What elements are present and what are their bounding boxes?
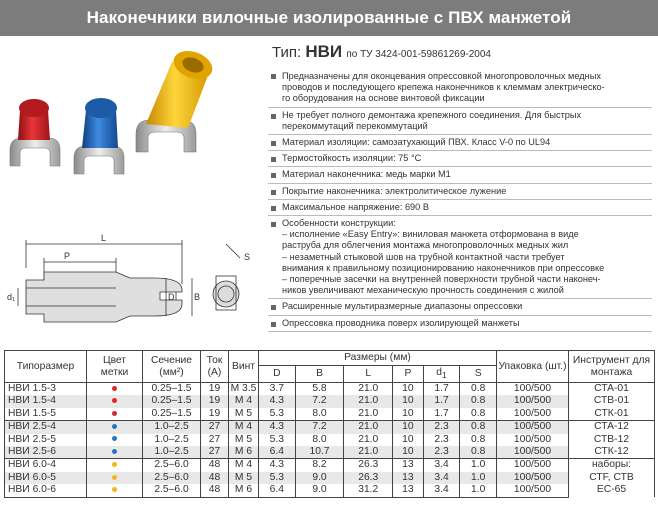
cell-P: 10 xyxy=(393,395,424,407)
table-row xyxy=(5,472,655,484)
tool-name: СТF, СТВ xyxy=(589,471,634,483)
cell-P: 10 xyxy=(393,434,424,446)
spec-table-body xyxy=(5,383,655,498)
col-type: Типоразмер xyxy=(5,351,87,383)
cell-pack: 100/500 xyxy=(497,421,569,434)
tool-name: СТВ-01 xyxy=(593,395,630,407)
cell-color xyxy=(87,383,143,396)
bullet-icon xyxy=(271,114,276,119)
type-code: НВИ xyxy=(305,42,343,61)
cell-P: 10 xyxy=(393,383,424,396)
cell-color xyxy=(87,395,143,407)
cell-P: 10 xyxy=(393,446,424,459)
feature-line: Максимальное напряжение: 690 В xyxy=(282,201,429,212)
cell-screw: М 5 xyxy=(229,408,259,421)
type-prefix: Тип: xyxy=(272,44,302,61)
cell-pack: 100/500 xyxy=(497,472,569,484)
cell-d1: 2.3 xyxy=(423,421,460,434)
cell-B: 7.2 xyxy=(295,421,344,434)
cell-D: 5.3 xyxy=(259,408,296,421)
feature-line: Термостойкость изоляции: 75 °С xyxy=(282,153,422,164)
feature-line: – незаметный стыковой шов на трубной контактной части требует xyxy=(282,251,565,262)
feature-item xyxy=(268,184,652,200)
feature-item xyxy=(268,216,652,299)
cell-section: 1.0–2.5 xyxy=(143,446,201,459)
feature-line: Материал наконечника: медь марки М1 xyxy=(282,169,451,180)
cell-section: 2.5–6.0 xyxy=(143,472,201,484)
col-D: D xyxy=(259,366,296,383)
cell-B: 8.0 xyxy=(295,408,344,421)
cell-L: 26.3 xyxy=(344,459,393,472)
tool-name: СТВ-12 xyxy=(593,433,630,445)
cell-B: 10.7 xyxy=(295,446,344,459)
type-line xyxy=(272,42,491,62)
cell-color xyxy=(87,484,143,497)
cell-color xyxy=(87,434,143,446)
cell-S: 1.0 xyxy=(460,484,497,497)
col-screw: Винт xyxy=(229,351,259,383)
cell-type: НВИ 2.5-4 xyxy=(5,421,87,434)
feature-line: Покрытие наконечника: электролитическое лужение xyxy=(282,185,507,196)
cell-type: НВИ 6.0-6 xyxy=(5,484,87,497)
cell-tool xyxy=(569,421,655,459)
cell-section: 1.0–2.5 xyxy=(143,421,201,434)
feature-item xyxy=(268,316,652,332)
tool-name: СТК-01 xyxy=(594,407,629,419)
cell-current: 48 xyxy=(201,484,229,497)
cell-L: 31.2 xyxy=(344,484,393,497)
yellow-terminal xyxy=(136,46,216,152)
cell-B: 8.2 xyxy=(295,459,344,472)
bullet-icon xyxy=(271,222,276,227)
feature-item xyxy=(268,200,652,216)
cell-P: 10 xyxy=(393,408,424,421)
table-row xyxy=(5,459,655,472)
cell-current: 19 xyxy=(201,395,229,407)
cell-d1: 1.7 xyxy=(423,395,460,407)
feature-text xyxy=(282,153,652,164)
cell-color xyxy=(87,446,143,459)
cell-screw: М 5 xyxy=(229,472,259,484)
cell-S: 0.8 xyxy=(460,408,497,421)
label-P: P xyxy=(64,251,71,261)
feature-line: го оборудования на основе винтовой фиксации xyxy=(282,93,485,104)
cell-S: 0.8 xyxy=(460,383,497,396)
cell-pack: 100/500 xyxy=(497,383,569,396)
feature-text xyxy=(282,301,652,312)
feature-line: проводов и последующего крепежа наконечников к клеммам электрическо- xyxy=(282,82,605,93)
col-d1: $d_1$ xyxy=(423,366,460,383)
feature-item xyxy=(268,167,652,183)
cell-section: 0.25–1.5 xyxy=(143,395,201,407)
feature-text xyxy=(282,318,652,329)
tool-name: СТК-12 xyxy=(594,446,629,458)
label-L: L xyxy=(101,233,107,243)
cell-B: 5.8 xyxy=(295,383,344,396)
feature-text xyxy=(282,202,652,213)
col-pack: Упаковка (шт.) xyxy=(497,351,569,383)
color-dot-icon xyxy=(112,462,117,467)
feature-line: внимания к правильному позиционированию наконечников при опрессовке xyxy=(282,262,605,273)
cell-S: 1.0 xyxy=(460,459,497,472)
cell-B: 9.0 xyxy=(295,484,344,497)
color-dot-icon xyxy=(112,436,117,441)
cell-pack: 100/500 xyxy=(497,446,569,459)
cell-B: 8.0 xyxy=(295,434,344,446)
cell-type: НВИ 1.5-5 xyxy=(5,408,87,421)
cell-B: 9.0 xyxy=(295,472,344,484)
table-row xyxy=(5,395,655,407)
cell-screw: М 4 xyxy=(229,421,259,434)
table-row xyxy=(5,421,655,434)
cell-L: 21.0 xyxy=(344,434,393,446)
feature-line: раструба для облегчения монтажа многопроволочных медных жил xyxy=(282,240,569,251)
cell-pack: 100/500 xyxy=(497,459,569,472)
cell-type: НВИ 6.0-4 xyxy=(5,459,87,472)
feature-line: – поперечные засечки на внутренней поверхности трубной части наконеч- xyxy=(282,274,601,285)
cell-section: 1.0–2.5 xyxy=(143,434,201,446)
cell-current: 48 xyxy=(201,472,229,484)
cell-d1: 3.4 xyxy=(423,484,460,497)
type-standard: по ТУ 3424-001-59861269-2004 xyxy=(346,49,491,60)
bullet-icon xyxy=(271,305,276,310)
feature-text xyxy=(282,186,652,197)
color-dot-icon xyxy=(112,487,117,492)
feature-line: Не требует полного демонтажа крепежного соединения. Для быстрых xyxy=(282,109,582,120)
cell-color xyxy=(87,408,143,421)
color-dot-icon xyxy=(112,475,117,480)
cell-d1: 3.4 xyxy=(423,472,460,484)
cell-current: 27 xyxy=(201,421,229,434)
bullet-icon xyxy=(271,74,276,79)
cell-current: 27 xyxy=(201,446,229,459)
tool-name: ЕС-65 xyxy=(596,484,627,496)
table-row xyxy=(5,446,655,459)
cell-current: 48 xyxy=(201,459,229,472)
cell-d1: 1.7 xyxy=(423,383,460,396)
bullet-icon xyxy=(271,190,276,195)
feature-line: перекоммутаций перекоммутаций xyxy=(282,120,428,131)
feature-line: Особенности конструкции: xyxy=(282,218,396,229)
cell-P: 13 xyxy=(393,484,424,497)
cell-D: 5.3 xyxy=(259,472,296,484)
feature-item xyxy=(268,151,652,167)
cell-current: 19 xyxy=(201,383,229,396)
cell-tool xyxy=(569,383,655,421)
col-color: Цвет метки xyxy=(87,351,143,383)
cell-D: 4.3 xyxy=(259,421,296,434)
feature-list xyxy=(268,68,652,332)
cell-D: 4.3 xyxy=(259,395,296,407)
cell-section: 2.5–6.0 xyxy=(143,484,201,497)
feature-item xyxy=(268,108,652,135)
cell-screw: М 4 xyxy=(229,395,259,407)
cell-section: 0.25–1.5 xyxy=(143,408,201,421)
cell-L: 21.0 xyxy=(344,421,393,434)
label-B: B xyxy=(194,292,201,302)
cell-P: 10 xyxy=(393,421,424,434)
table-row xyxy=(5,484,655,497)
col-S: S xyxy=(460,366,497,383)
table-row xyxy=(5,434,655,446)
cell-S: 0.8 xyxy=(460,395,497,407)
table-row xyxy=(5,408,655,421)
col-d1-sub: 1 xyxy=(442,370,447,381)
cell-S: 0.8 xyxy=(460,421,497,434)
cell-screw: М 6 xyxy=(229,484,259,497)
bullet-icon xyxy=(271,157,276,162)
feature-text xyxy=(282,71,652,105)
cell-P: 13 xyxy=(393,459,424,472)
cell-section: 2.5–6.0 xyxy=(143,459,201,472)
feature-line: – исполнение «Easy Entry»: виниловая манжета отформована в виде xyxy=(282,229,579,240)
feature-line: ников увеличивают механическую прочность соединения с жилой xyxy=(282,285,564,296)
cell-L: 21.0 xyxy=(344,383,393,396)
col-section: Сечение (мм²) xyxy=(143,351,201,383)
cell-type: НВИ 6.0-5 xyxy=(5,472,87,484)
label-D: D xyxy=(168,292,175,302)
cell-L: 26.3 xyxy=(344,472,393,484)
cell-pack: 100/500 xyxy=(497,395,569,407)
tool-name: СТА-01 xyxy=(594,383,629,395)
color-dot-icon xyxy=(112,398,117,403)
cell-color xyxy=(87,421,143,434)
product-photo xyxy=(4,40,266,180)
col-current: Ток (А) xyxy=(201,351,229,383)
cell-B: 7.2 xyxy=(295,395,344,407)
spec-table xyxy=(4,350,655,498)
cell-color xyxy=(87,459,143,472)
cell-P: 13 xyxy=(393,472,424,484)
cell-screw: М 4 xyxy=(229,459,259,472)
blue-terminal xyxy=(74,98,124,174)
cell-d1: 3.4 xyxy=(423,459,460,472)
cell-pack: 100/500 xyxy=(497,434,569,446)
color-dot-icon xyxy=(112,386,117,391)
cell-current: 19 xyxy=(201,408,229,421)
cell-L: 21.0 xyxy=(344,446,393,459)
tool-name: СТА-12 xyxy=(594,421,629,433)
cell-color xyxy=(87,472,143,484)
bullet-icon xyxy=(271,206,276,211)
feature-line: Опрессовка проводника поверх изолирующей манжеты xyxy=(282,317,520,328)
tool-name: наборы: xyxy=(591,459,632,471)
cell-section: 0.25–1.5 xyxy=(143,383,201,396)
table-row xyxy=(5,383,655,396)
cell-D: 6.4 xyxy=(259,446,296,459)
cell-pack: 100/500 xyxy=(497,408,569,421)
cell-S: 0.8 xyxy=(460,446,497,459)
label-S: S xyxy=(244,252,251,262)
cell-S: 1.0 xyxy=(460,472,497,484)
cell-D: 5.3 xyxy=(259,434,296,446)
page-title: Наконечники вилочные изолированные с ПВХ манжетой xyxy=(86,8,572,27)
col-B: B xyxy=(295,366,344,383)
feature-item xyxy=(268,135,652,151)
bullet-icon xyxy=(271,173,276,178)
cell-d1: 1.7 xyxy=(423,408,460,421)
bullet-icon xyxy=(271,141,276,146)
feature-item xyxy=(268,299,652,315)
cell-pack: 100/500 xyxy=(497,484,569,497)
cell-type: НВИ 1.5-4 xyxy=(5,395,87,407)
technical-drawing xyxy=(4,228,266,328)
cell-d1: 2.3 xyxy=(423,446,460,459)
bullet-icon xyxy=(271,322,276,327)
cell-screw: М 3.5 xyxy=(229,383,259,396)
feature-text xyxy=(282,110,652,132)
col-L: L xyxy=(344,366,393,383)
cell-type: НВИ 2.5-5 xyxy=(5,434,87,446)
col-P: P xyxy=(393,366,424,383)
feature-line: Расширенные мультиразмерные диапазоны опрессовки xyxy=(282,301,523,312)
color-dot-icon xyxy=(112,411,117,416)
cell-screw: М 5 xyxy=(229,434,259,446)
color-dot-icon xyxy=(112,449,117,454)
col-tool: Инструмент для монтажа xyxy=(569,351,655,383)
col-sizes: Размеры (мм) xyxy=(259,351,497,366)
cell-screw: М 6 xyxy=(229,446,259,459)
cell-D: 6.4 xyxy=(259,484,296,497)
cell-L: 21.0 xyxy=(344,395,393,407)
title-bar xyxy=(0,0,658,36)
cell-S: 0.8 xyxy=(460,434,497,446)
cell-d1: 2.3 xyxy=(423,434,460,446)
cell-tool xyxy=(569,459,655,497)
feature-line: Материал изоляции: самозатухающий ПВХ. Класс V-0 по UL94 xyxy=(282,137,551,148)
cell-type: НВИ 1.5-3 xyxy=(5,383,87,396)
color-dot-icon xyxy=(112,424,117,429)
cell-type: НВИ 2.5-6 xyxy=(5,446,87,459)
cell-D: 3.7 xyxy=(259,383,296,396)
cell-D: 4.3 xyxy=(259,459,296,472)
feature-text xyxy=(282,169,652,180)
red-terminal xyxy=(10,99,60,166)
feature-text xyxy=(282,137,652,148)
cell-L: 21.0 xyxy=(344,408,393,421)
label-d1: d₁ xyxy=(7,292,16,302)
cell-current: 27 xyxy=(201,434,229,446)
feature-text xyxy=(282,218,652,296)
feature-line: Предназначены для оконцевания опрессовкой многопроволочных медных xyxy=(282,71,601,81)
feature-item xyxy=(268,68,652,108)
